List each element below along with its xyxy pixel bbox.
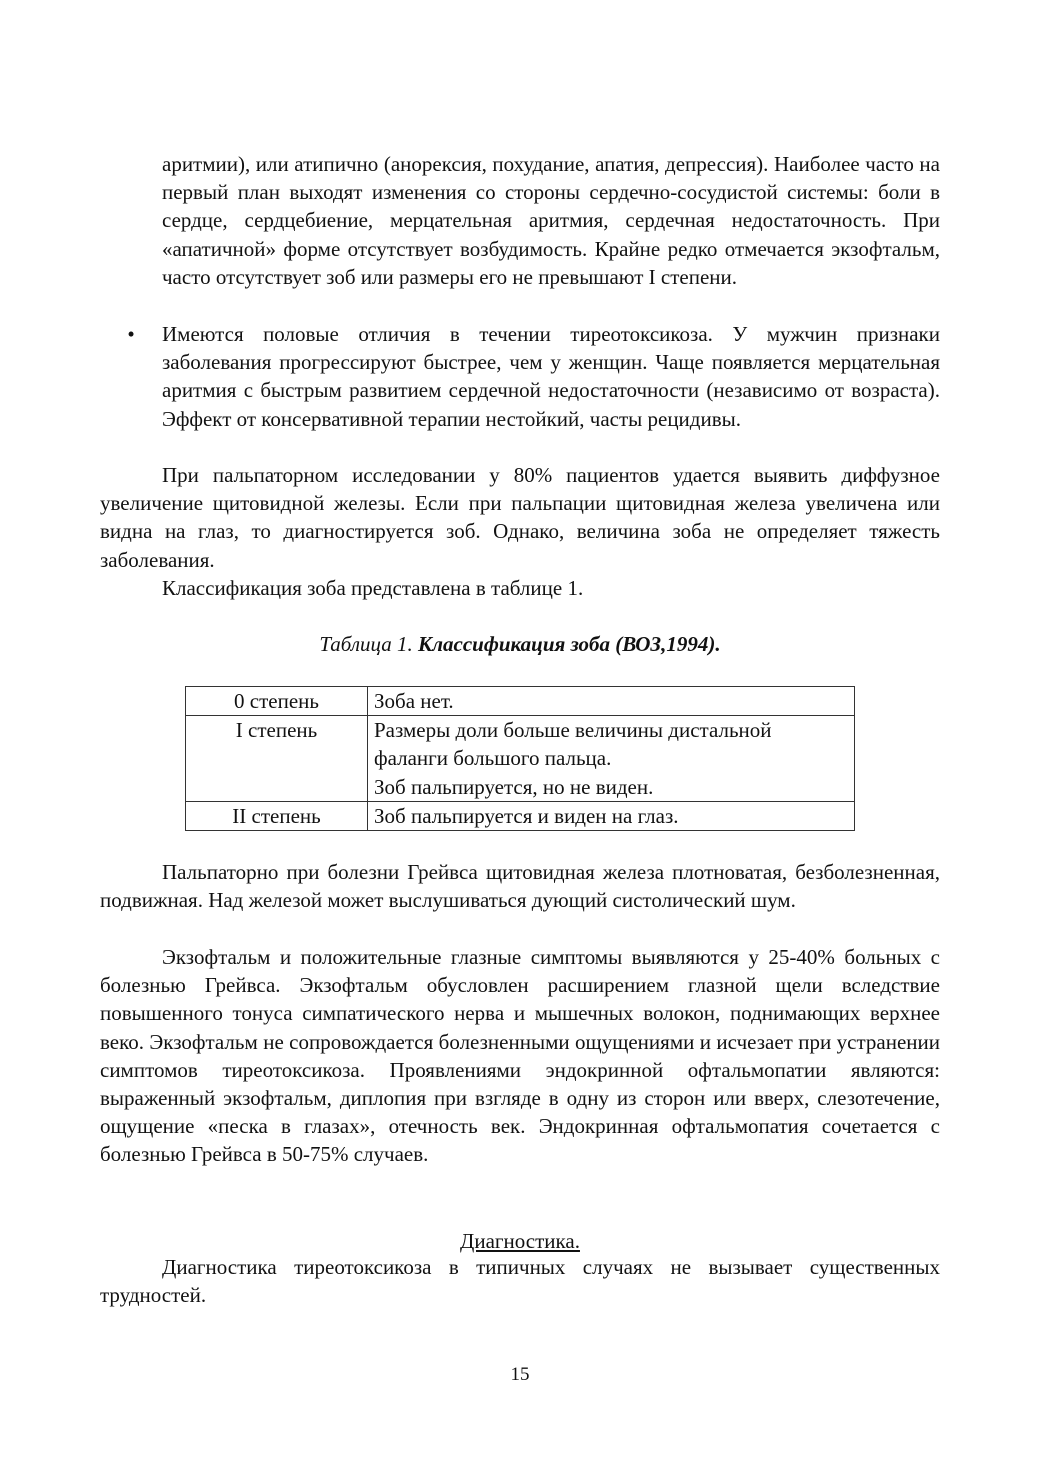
description-cell	[368, 716, 855, 802]
description-line: Зоб пальпируется, но не виден.	[374, 774, 654, 799]
description-line: Размеры доли больше величины дистальной	[374, 718, 772, 743]
table-row	[186, 716, 855, 802]
grade-cell: II степень	[186, 801, 368, 830]
description-line: фаланги большого пальца.	[374, 746, 612, 771]
description-line: Зоба нет.	[374, 689, 454, 713]
continuation-paragraph: аритмии), или атипично (анорексия, похудание, апатия, депрессия). Наиболее часто на первый план выходят изменения со стороны сердечно-сосудистой системы: боли в сердце, сердцебиение, мерцательная аритмия, сердечная недостаточность. При «апатичной» форме отсутствует возбудимость. Крайне редко отмечается экзофтальм, часто отсутствует зоб или размеры его не превышают I степени.	[162, 152, 940, 289]
bullet-list-item: Имеются половые отличия в течении тиреотоксикоза. У мужчин признаки заболевания прогрессируют быстрее, чем у женщин. Чаще появляется мерцательная аритмия с быстрым развитием сердечной недостаточности (независимо от возраста). Эффект от консервативной терапии нестойкий, часты рецидивы.	[162, 322, 940, 431]
paragraph-exophthalmos: Экзофтальм и положительные глазные симптомы выявляются у 25-40% больных с болезнью Грейвса. Экзофтальм обусловлен расширением глазной щели вследствие повышенного тонуса симпатического нерва и мышечных волокон, поднимающих верхнее веко. Экзофтальм не сопровождается болезненными ощущениями и исчезает при устранении симптомов тиреотоксикоза. Проявлениями эндокринной офтальмопатии являются: выраженный экзофтальм, диплопия при взгляде в одну из сторон или вверх, слезотечение, ощущение «песка в глазах», отечность век. Эндокринная офтальмопатия сочетается с болезнью Грейвса в 50-75% случаев.	[100, 945, 940, 1167]
table-caption-label: Таблица 1.	[319, 632, 418, 656]
grade-cell: 0 степень	[186, 687, 368, 716]
paragraph-palpation: При пальпаторном исследовании у 80% пациентов удается выявить диффузное увеличение щитовидной железы. Если при пальпации щитовидная железа увеличена или видна на глаз, то диагностируется зоб. Однако, величина зоба не определяет тяжесть заболевания.	[100, 463, 940, 572]
table-row	[186, 687, 855, 716]
description-cell	[368, 801, 855, 830]
goiter-classification-table	[185, 686, 855, 831]
paragraph-graves-palpation: Пальпаторно при болезни Грейвса щитовидная железа плотноватая, безболезненная, подвижная. Над железой может выслушиваться дующий систолический шум.	[100, 860, 940, 913]
table-caption-title: Классификация зоба (ВОЗ,1994).	[418, 632, 721, 656]
section-heading-diagnostics: Диагностика.	[460, 1229, 580, 1253]
description-cell	[368, 687, 855, 716]
paragraph-classification-reference: Классификация зоба представлена в таблице 1.	[162, 576, 584, 600]
description-line: Зоб пальпируется и виден на глаз.	[374, 803, 679, 828]
bullet-marker: •	[127, 322, 135, 346]
table-caption	[100, 630, 940, 658]
paragraph-diagnostics: Диагностика тиреотоксикоза в типичных случаях не вызывает существенных трудностей.	[100, 1255, 940, 1308]
page-number: 15	[510, 1364, 530, 1385]
grade-cell: I степень	[186, 716, 368, 802]
table-row	[186, 801, 855, 830]
